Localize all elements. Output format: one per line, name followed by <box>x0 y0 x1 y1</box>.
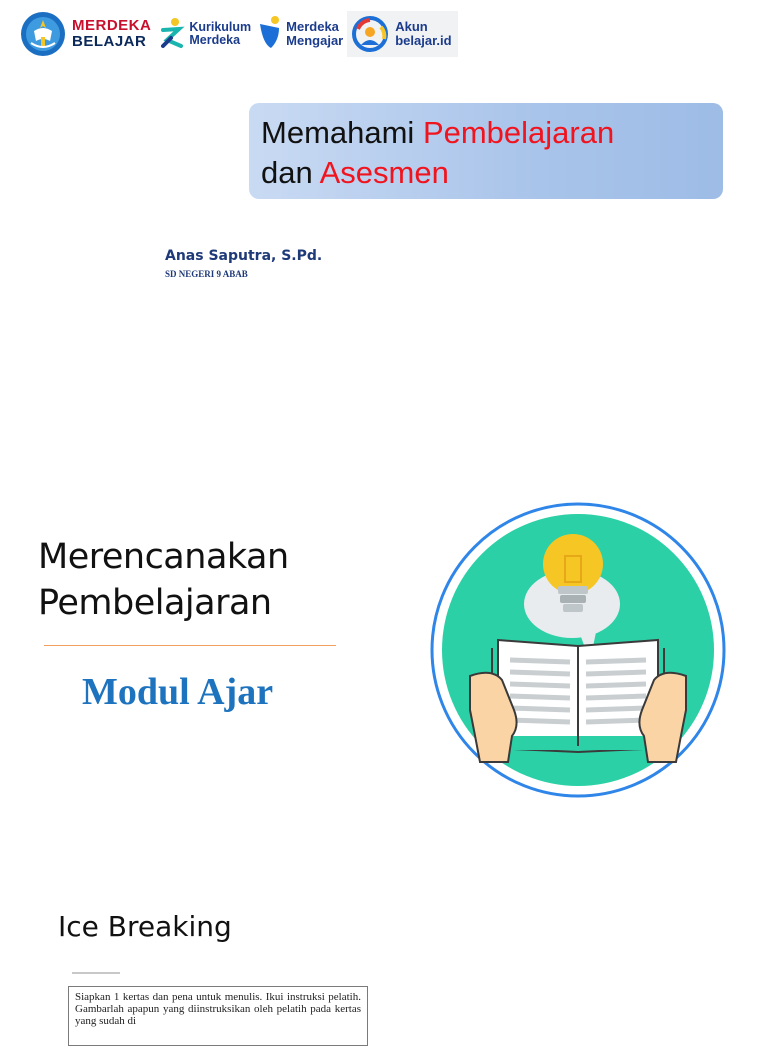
belajar-id-text: belajar.id <box>395 33 452 48</box>
tut-wuri-icon <box>20 11 66 57</box>
title-part-1: Memahami <box>261 115 423 150</box>
kurikulum-text: Kurikulum <box>189 19 252 34</box>
title-divider <box>44 645 336 646</box>
slide-modul-ajar <box>0 440 768 880</box>
title-part-4: Asesmen <box>319 155 449 190</box>
akun-belajar-logo <box>347 11 457 57</box>
logo-bar <box>20 10 458 58</box>
kurikulum-merdeka-logo <box>159 10 251 58</box>
merdeka-mm-text: Merdeka <box>286 19 339 35</box>
slide2-title-line-2: Pembelajaran <box>38 583 272 623</box>
merdeka-mengajar-logo <box>257 10 343 58</box>
akun-text: Akun <box>395 19 428 35</box>
title-part-3: dan <box>261 155 320 190</box>
slide-ice-breaking <box>0 880 768 1027</box>
school-name: SD NEGERI 9 ABAB <box>165 269 248 279</box>
author-name: Anas Saputra, S.Pd. <box>165 248 323 264</box>
slide-title <box>0 0 768 440</box>
lightbulb-book-icon <box>430 500 730 800</box>
kurikulum-merdeka-text: Merdeka <box>189 33 241 47</box>
title-box <box>249 103 723 199</box>
title-line-2 <box>261 153 711 193</box>
belajar-text: BELAJAR <box>72 33 147 50</box>
merdeka-belajar-logo <box>20 10 151 58</box>
instruction-snippet: Siapkan 1 kertas dan pena untuk menulis. Ikui instruksi pelatih. Gambarlah apapun yang diinstruksikan oleh pelatih pada kertas yang sudah di <box>68 986 368 1046</box>
merdeka-text: MERDEKA <box>72 17 152 35</box>
kurikulum-figure-icon <box>159 16 185 52</box>
title-line-1 <box>261 113 711 153</box>
mengajar-figure-icon <box>257 14 283 54</box>
mengajar-text: Mengajar <box>286 33 344 48</box>
slide2-title <box>38 534 289 626</box>
ice-breaking-heading: Ice Breaking <box>58 910 232 943</box>
slide2-subtitle: Modul Ajar <box>82 671 274 713</box>
doc-header-line <box>72 972 120 974</box>
title-part-2: Pembelajaran <box>422 115 615 150</box>
slide2-title-line-1: Merencanakan <box>38 537 289 577</box>
akun-user-icon <box>351 15 389 53</box>
